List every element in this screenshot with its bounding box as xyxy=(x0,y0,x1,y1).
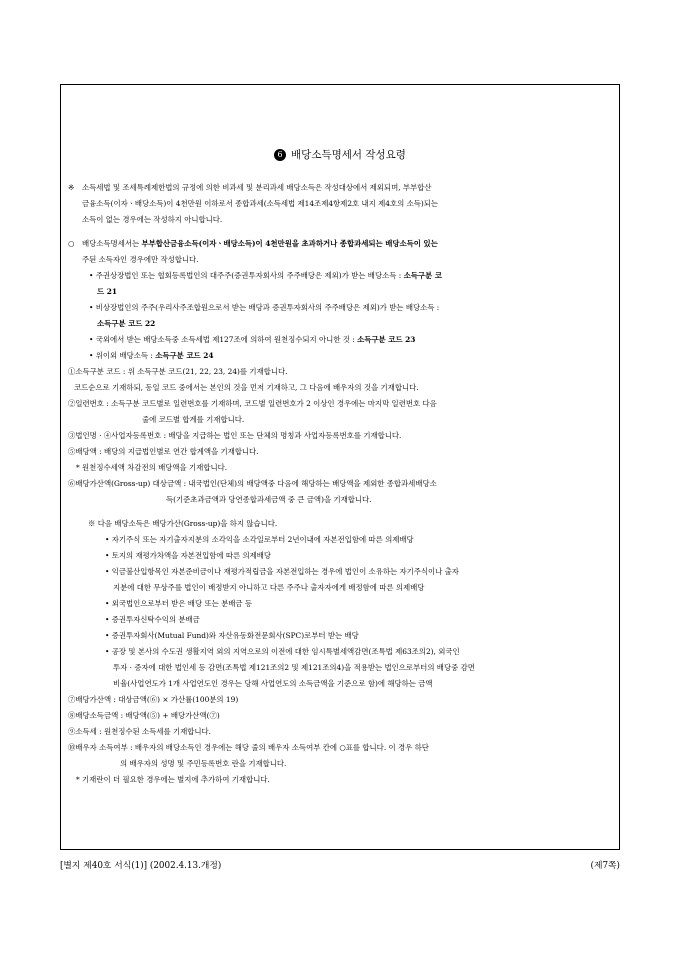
grossup-item: • 공장 및 본사의 수도권 생활지역 외의 지역으로의 이전에 대한 임시특별세액감면(조특법 제63조의2), 외국인 투자 · 증자에 대한 법인세 등 감면(조특법 제121조의2 및 제121조의4)을 적용받는 법인으로부터의 배당중 감면 비율(사업연도가 1개 사업연도인 경우는 당해 사업연도의 소득금액을 기준으로 함)에 해당하는 금액 xyxy=(105,647,475,688)
grossup-item: • 익금불산입항목인 자본준비금이나 재평가적립금을 자본전입하는 경우에 법인이 소유하는 자기주식이나 출자 지분에 대한 무상주를 법인이 배정받지 아니하고 다른 주주나 출자자에게 배정함에 따른 의제배당 xyxy=(105,567,459,592)
grossup-block xyxy=(68,516,611,692)
bullet-item: • 국외에서 받는 배당소득중 소득세법 제127조에 의하여 원천징수되지 아니한 것 : 소득구분 코드 23 xyxy=(89,335,416,344)
field-2-cont: 줄에 코드별 합계를 기재합니다. xyxy=(142,415,245,424)
field-9: ⑨소득세 : 원천징수된 소득세를 기재합니다. xyxy=(68,727,211,736)
field-6-cont: 득(기준초과금액과 당연종합과세금액 중 큰 금액)을 기재합니다. xyxy=(166,495,372,504)
field-10: ⑩배우자 소득여부 : 배우자의 배당소득인 경우에는 해당 줄의 배우자 소득여부 칸에 ○표를 합니다. 이 경우 하단 xyxy=(68,743,429,752)
grossup-item: • 증권투자회사(Mutual Fund)와 자산유동화전문회사(SPC)로부터 받는 배당 xyxy=(105,631,359,640)
field-10-cont: 의 배우자의 성명 및 주민등록번호 란을 기재합니다. xyxy=(120,759,287,768)
intro-line-3: 소득이 없는 경우에는 작성하지 아니합니다. xyxy=(82,215,223,224)
field-2: ②일련번호 : 소득구분 코드별로 일련번호를 기재하며, 코드별 일련번호가 2 이상인 경우에는 마지막 일련번호 다음 xyxy=(68,399,437,408)
bullet-item: • 주권상장법인 또는 협회등록법인의 대주주(증권투자회사의 주주배당은 제외)가 받는 배당소득 : 소득구분 코 드 21 xyxy=(89,271,442,296)
field-1: ①소득구분 코드 : 위 소득구분 코드(21, 22, 23, 24)를 기재합니다. xyxy=(68,367,288,376)
o-mark: ○ xyxy=(68,239,75,248)
content-body xyxy=(68,180,611,788)
document-frame xyxy=(60,84,620,850)
title-number-badge: 6 xyxy=(274,149,286,161)
o-line-2: 주된 소득자인 경우에만 작성합니다. xyxy=(82,255,199,264)
extra-note: * 기재란이 더 필요한 경우에는 별지에 추가하여 기재합니다. xyxy=(76,775,270,784)
o-line-1a: 배당소득명세서는 xyxy=(82,239,142,248)
grossup-item: • 외국법인으로부터 받은 배당 또는 분배금 등 xyxy=(105,599,252,608)
bullet-item: • 위이외 배당소득 : 소득구분 코드 24 xyxy=(89,351,214,360)
field-8: ⑧배당소득금액 : 배당액(⑤) + 배당가산액(⑦) xyxy=(68,711,220,720)
intro-block xyxy=(68,180,611,228)
grossup-item: • 토지의 재평가차액을 자본전입함에 따른 의제배당 xyxy=(105,551,272,560)
form-reference: [별지 제40호 서식(1)] (2002.4.13.개정) xyxy=(60,861,222,871)
grossup-item: • 증권투자신탁수익의 분배금 xyxy=(105,615,200,624)
o-line-1b: 부부합산금융소득(이자ㆍ배당소득)이 4천만원을 초과하거나 종합과세되는 배당소득이 있는 xyxy=(141,239,438,248)
field-7: ⑦배당가산액 : 대상금액(⑥) × 가산률(100분의 19) xyxy=(68,695,239,704)
title-text: 배당소득명세서 작성요령 xyxy=(291,149,406,161)
field-6: ⑥배당가산액(Gross-up) 대상금액 : 내국법인(단체)의 배당액중 다음에 해당하는 배당액을 제외한 종합과세배당소 xyxy=(68,479,437,488)
bullet-item: • 비상장법인의 주주(우리사주조합원으로서 받는 배당과 증권투자회사의 주주배당은 제외)가 받는 배당소득 : 소득구분 코드 22 xyxy=(89,303,440,328)
intro-line-2: 금융소득(이자ㆍ배당소득)이 4천만원 이하로서 종합과세(소득세법 제14조제4항제2호 내지 제4호의 소득)되는 xyxy=(82,199,439,208)
field-3-4: ③법인명 · ④사업자등록번호 : 배당을 지급하는 법인 또는 단체의 명칭과 사업자등록번호를 기재합니다. xyxy=(68,431,402,440)
intro-line-1: 소득세법 및 조세특례제한법의 규정에 의한 비과세 및 분리과세 배당소득은 작성대상에서 제외되며, 부부합산 xyxy=(82,183,432,192)
field-1-note: 코드순으로 기재하되, 동일 코드 중에서는 본인의 것을 먼저 기재하고, 그 다음에 배우자의 것을 기재합니다. xyxy=(74,383,419,392)
field-5-note: * 원천징수세액 차감전의 배당액을 기재합니다. xyxy=(76,463,228,472)
grossup-heading: ※ 다음 배당소득은 배당가산(Gross-up)을 하지 않습니다. xyxy=(88,519,278,528)
page-title xyxy=(61,147,619,162)
grossup-item: • 자기주식 또는 자기출자지분의 소각익을 소각일로부터 2년이내에 자본전입함에 따른 의제배당 xyxy=(105,535,414,544)
page-number: (제7쪽) xyxy=(590,861,620,871)
field-5: ⑤배당액 : 배당의 지급법인별로 연간 합계액을 기재합니다. xyxy=(68,447,259,456)
intro-mark: ※ xyxy=(68,183,75,192)
o-item-block xyxy=(68,236,611,364)
